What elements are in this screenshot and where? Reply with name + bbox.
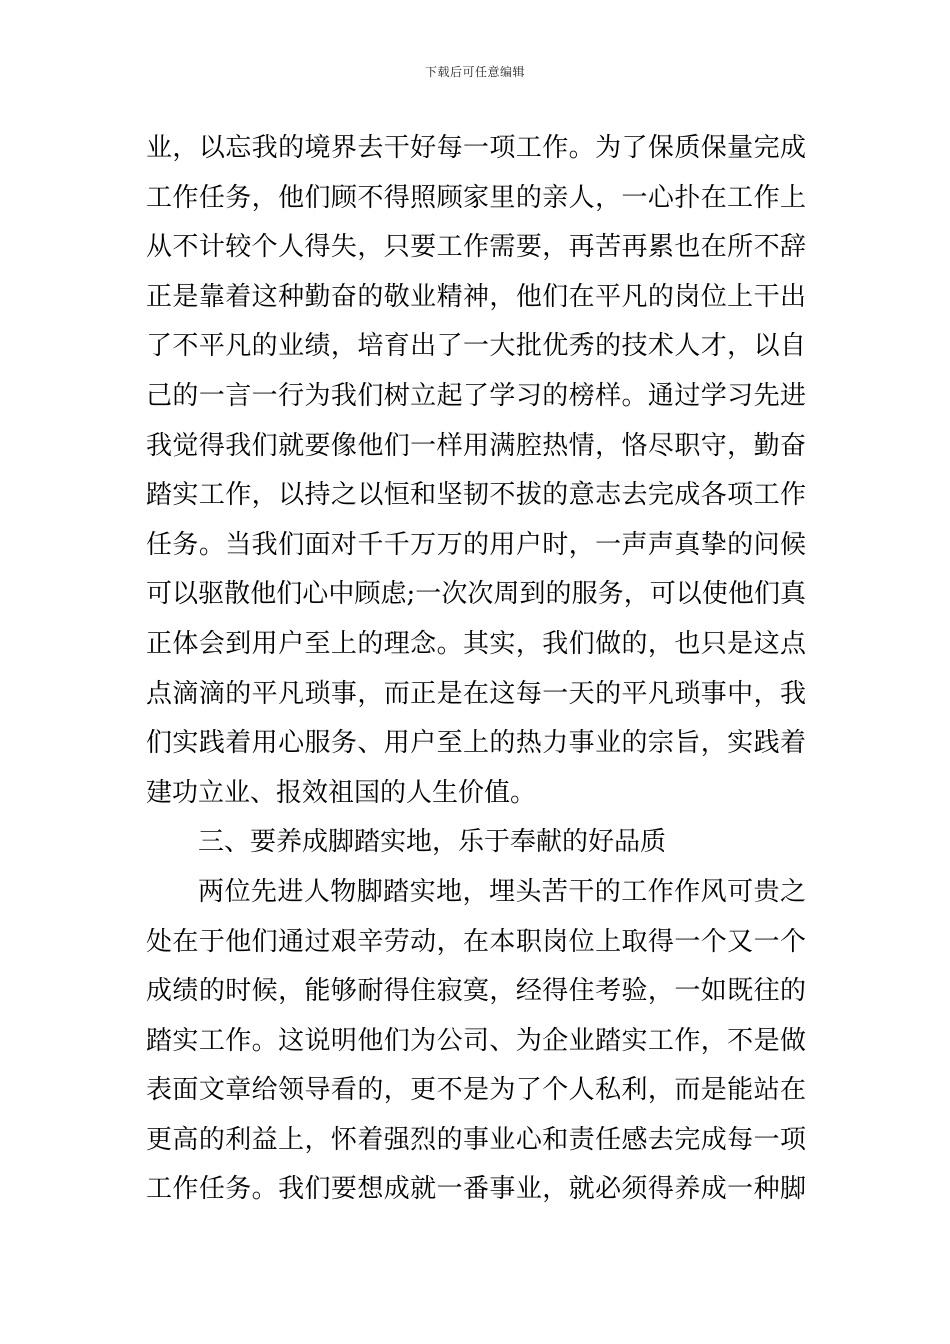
text-line: 工作任务，他们顾不得照顾家里的亲人，一心扑在工作上: [146, 182, 806, 213]
page-header: 下载后可任意编辑: [424, 65, 525, 79]
paragraph-end-line: 建功立业、报效祖国的人生价值。: [146, 777, 537, 808]
text-line: 正是靠着这种勤奋的敬业精神，他们在平凡的岗位上干出: [146, 281, 806, 312]
text-line: 正体会到用户至上的理念。其实，我们做的，也只是这点: [146, 628, 806, 659]
text-line: 踏实工作，以持之以恒和坚韧不拔的意志去完成各项工作: [146, 480, 806, 511]
text-line: 踏实工作。这说明他们为公司、为企业踏实工作，不是做: [146, 1025, 806, 1056]
text-line: 成绩的时候，能够耐得住寂寞，经得住考验，一如既往的: [146, 976, 806, 1007]
text-line: 工作任务。我们要想成就一番事业，就必须得养成一种脚: [146, 1174, 806, 1205]
paragraph-first-line: 两位先进人物脚踏实地，埋头苦干的工作作风可贵之: [198, 876, 806, 907]
text-line: 可以驱散他们心中顾虑;一次次周到的服务，可以使他们真: [146, 579, 806, 610]
text-line: 表面文章给领导看的，更不是为了个人私利，而是能站在: [146, 1075, 806, 1106]
text-line: 我觉得我们就要像他们一样用满腔热情，恪尽职守，勤奋: [146, 430, 806, 461]
text-line: 己的一言一行为我们树立起了学习的榜样。通过学习先进: [146, 380, 806, 411]
text-line: 处在于他们通过艰辛劳动，在本职岗位上取得一个又一个: [146, 926, 806, 957]
text-line: 任务。当我们面对千千万万的用户时，一声声真挚的问候: [146, 529, 806, 560]
text-line: 点滴滴的平凡琐事，而正是在这每一天的平凡琐事中，我: [146, 678, 806, 709]
text-line: 了不平凡的业绩，培育出了一大批优秀的技术人才，以自: [146, 331, 806, 362]
text-line: 业，以忘我的境界去干好每一项工作。为了保质保量完成: [146, 133, 806, 163]
document-body: [146, 124, 806, 1215]
text-line: 们实践着用心服务、用户至上的热力事业的宗旨，实践着: [146, 728, 806, 759]
text-line: 从不计较个人得失，只要工作需要，再苦再累也在所不辞: [146, 232, 806, 263]
section-heading: 三、要养成脚踏实地，乐于奉献的好品质: [198, 827, 667, 858]
text-line: 更高的利益上，怀着强烈的事业心和责任感去完成每一项: [146, 1124, 806, 1155]
